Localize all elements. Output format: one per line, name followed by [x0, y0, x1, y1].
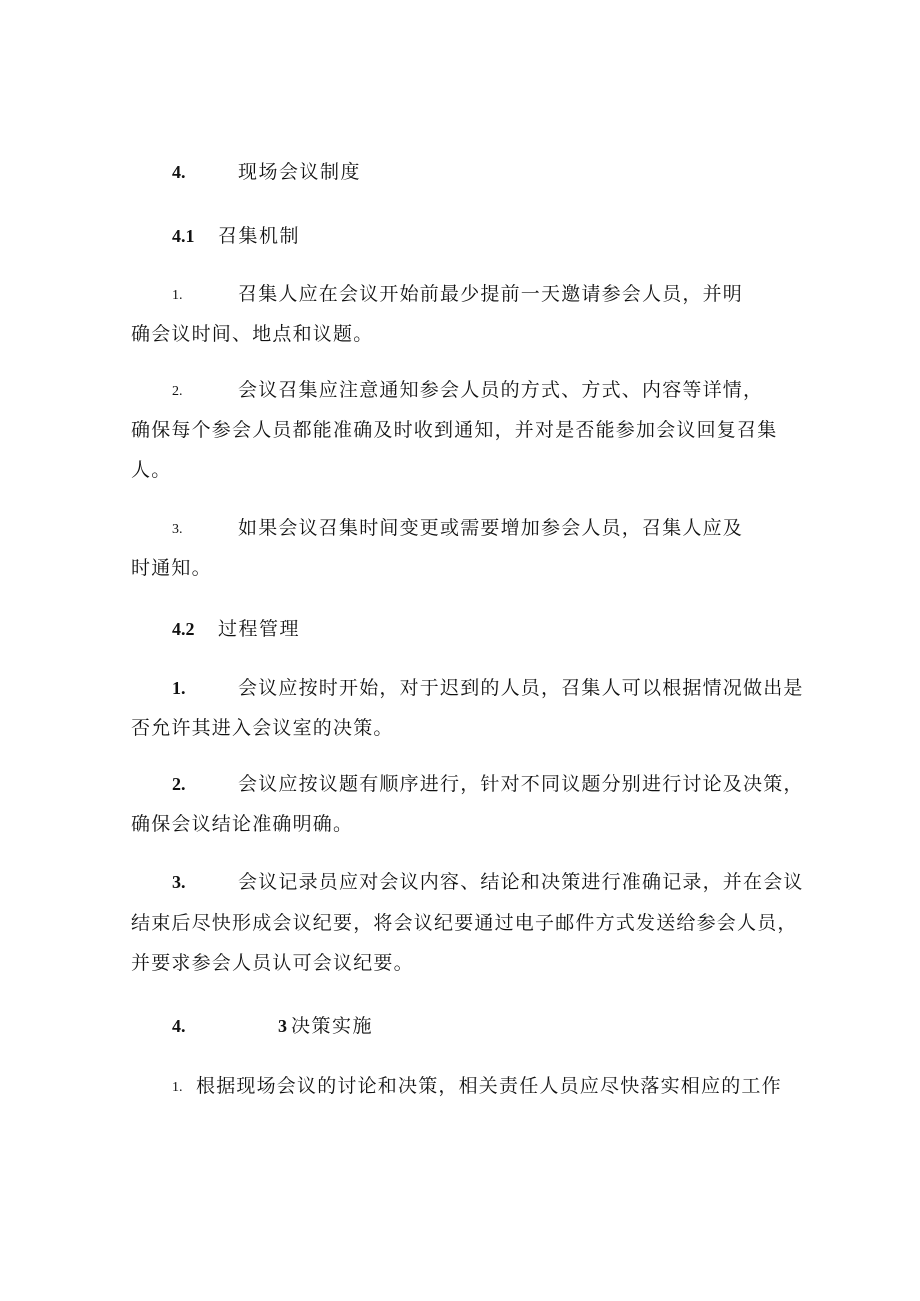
section-4-3-number-prefix: 4.	[172, 1016, 186, 1036]
item-number: 1.	[172, 1080, 183, 1095]
item-number: 2.	[172, 774, 186, 794]
item-text-line: 会议应按时开始，对于迟到的人员，召集人可以根据情况做出是	[238, 677, 804, 699]
item-number: 3.	[172, 522, 183, 537]
section-4-title: 现场会议制度	[238, 161, 362, 183]
item-number: 2.	[172, 384, 183, 399]
item-text-line: 确保每个参会人员都能准确及时收到通知，并对是否能参加会议回复召集	[131, 419, 778, 441]
section-4-1-number: 4.1	[172, 226, 195, 246]
item-text-line: 会议召集应注意通知参会人员的方式、方式、内容等详情，	[238, 379, 764, 401]
item-text-line: 确会议时间、地点和议题。	[131, 323, 374, 345]
item-text-line: 并要求参会人员认可会议纪要。	[131, 952, 414, 974]
item-text-line: 人。	[131, 459, 172, 481]
item-number: 1.	[172, 678, 186, 698]
section-4-number: 4.	[172, 162, 186, 182]
item-text-line: 如果会议召集时间变更或需要增加参会人员，召集人应及	[238, 517, 744, 539]
item-text-line: 结束后尽快形成会议纪要，将会议纪要通过电子邮件方式发送给参会人员，	[131, 912, 798, 934]
section-4-3-number-suffix: 3	[278, 1016, 287, 1036]
item-text-line: 确保会议结论准确明确。	[131, 813, 354, 835]
item-number: 1.	[172, 288, 183, 303]
section-4-3-title: 决策实施	[291, 1015, 374, 1037]
item-number: 3.	[172, 872, 186, 892]
item-text-line: 否允许其进入会议室的决策。	[131, 717, 394, 739]
section-4-2-number: 4.2	[172, 619, 195, 639]
item-text-line: 会议记录员应对会议内容、结论和决策进行准确记录，并在会议	[238, 871, 804, 893]
item-text-line: 召集人应在会议开始前最少提前一天邀请参会人员，并明	[238, 283, 744, 305]
section-4-1-title: 召集机制	[218, 225, 301, 247]
item-text-line: 根据现场会议的讨论和决策，相关责任人员应尽快落实相应的工作	[196, 1075, 782, 1097]
item-text-line: 时通知。	[131, 557, 212, 579]
section-4-2-title: 过程管理	[218, 618, 301, 640]
item-text-line: 会议应按议题有顺序进行，针对不同议题分别进行讨论及决策，	[238, 773, 804, 795]
